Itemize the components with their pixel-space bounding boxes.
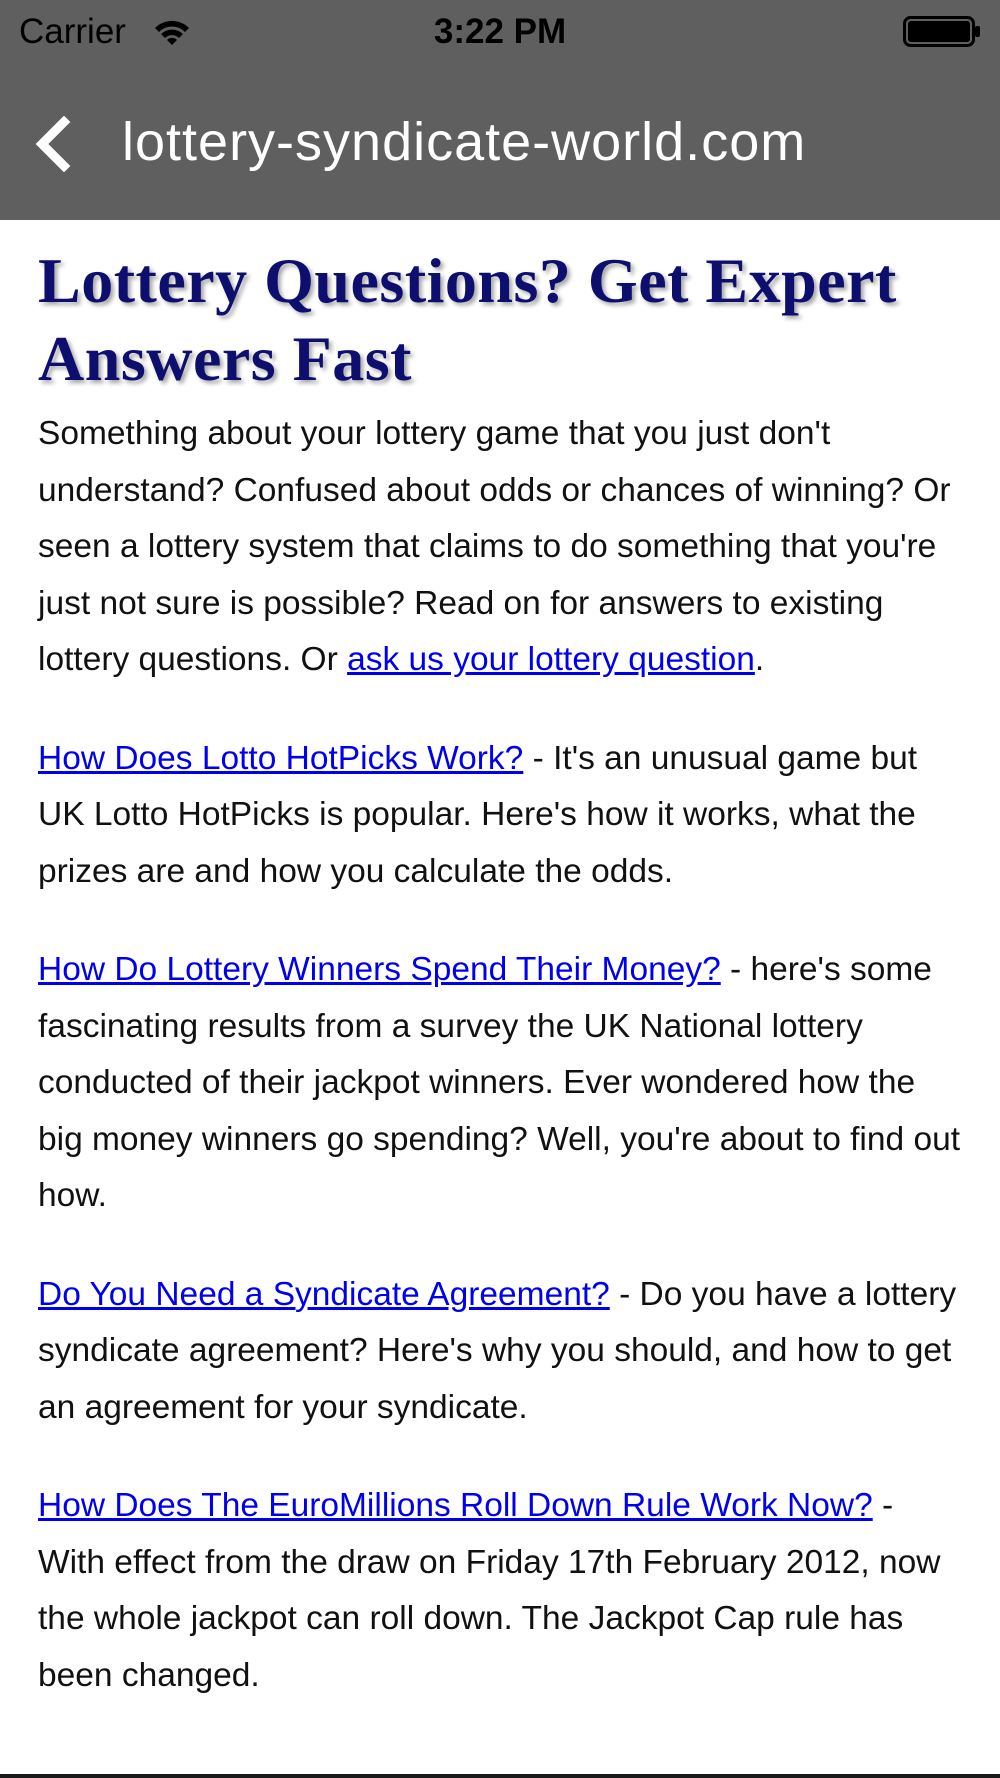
bottom-divider [0, 1774, 1000, 1778]
faq-link-hotpicks[interactable]: How Does Lotto HotPicks Work? [38, 739, 524, 777]
intro-after: . [754, 641, 765, 678]
faq-link-euromillions-rolldown[interactable]: How Does The EuroMillions Roll Down Rule Work Now? [38, 1487, 873, 1524]
intro-text: Something about your lottery game that you just don't understand? Confused about odds or chances of winning? Or seen a lottery system that claims to do something that you're just not sure is possible? Read on for answers to existing lottery questions. Or [38, 415, 951, 678]
faq-text-winners-spend: - here's some fascinating results from a survey the UK National lottery conducted of their jackpot winners. Ever wondered how the big money winners go spending? Well, you're about to find out how. [38, 951, 961, 1214]
faq-item-winners-spend [38, 942, 968, 1225]
intro-paragraph [38, 406, 968, 689]
faq-link-syndicate-agreement[interactable]: Do You Need a Syndicate Agreement? [38, 1275, 610, 1313]
back-chevron-icon[interactable] [30, 116, 82, 172]
faq-item-euromillions-rolldown [38, 1478, 968, 1704]
nav-title: lottery-syndicate-world.com [122, 112, 807, 172]
faq-text-euromillions-rolldown: - With effect from the draw on Friday 17th February 2012, now the whole jackpot can roll down. The Jackpot Cap rule has been changed. [38, 1487, 941, 1694]
faq-item-syndicate-agreement [38, 1267, 968, 1437]
battery-icon [903, 16, 981, 47]
faq-text-syndicate-agreement: - Do you have a lottery syndicate agreement? Here's why you should, and how to get an agreement for your syndicate. [38, 1275, 957, 1426]
ask-question-link[interactable]: ask us your lottery question [347, 641, 755, 678]
faq-item-hotpicks [38, 731, 968, 901]
navigation-bar [0, 64, 1000, 220]
status-bar [0, 0, 1000, 64]
article-content [38, 220, 968, 1746]
faq-link-winners-spend[interactable]: How Do Lottery Winners Spend Their Money? [38, 951, 721, 988]
faq-text-hotpicks: - It's an unusual game but UK Lotto HotPicks is popular. Here's how it works, what the prizes are and how you calculate the odds. [38, 739, 918, 890]
clock: 3:22 PM [433, 12, 567, 51]
page-title: Lottery Questions? Get Expert Answers Fast [38, 245, 897, 394]
carrier-label: Carrier [19, 12, 126, 51]
